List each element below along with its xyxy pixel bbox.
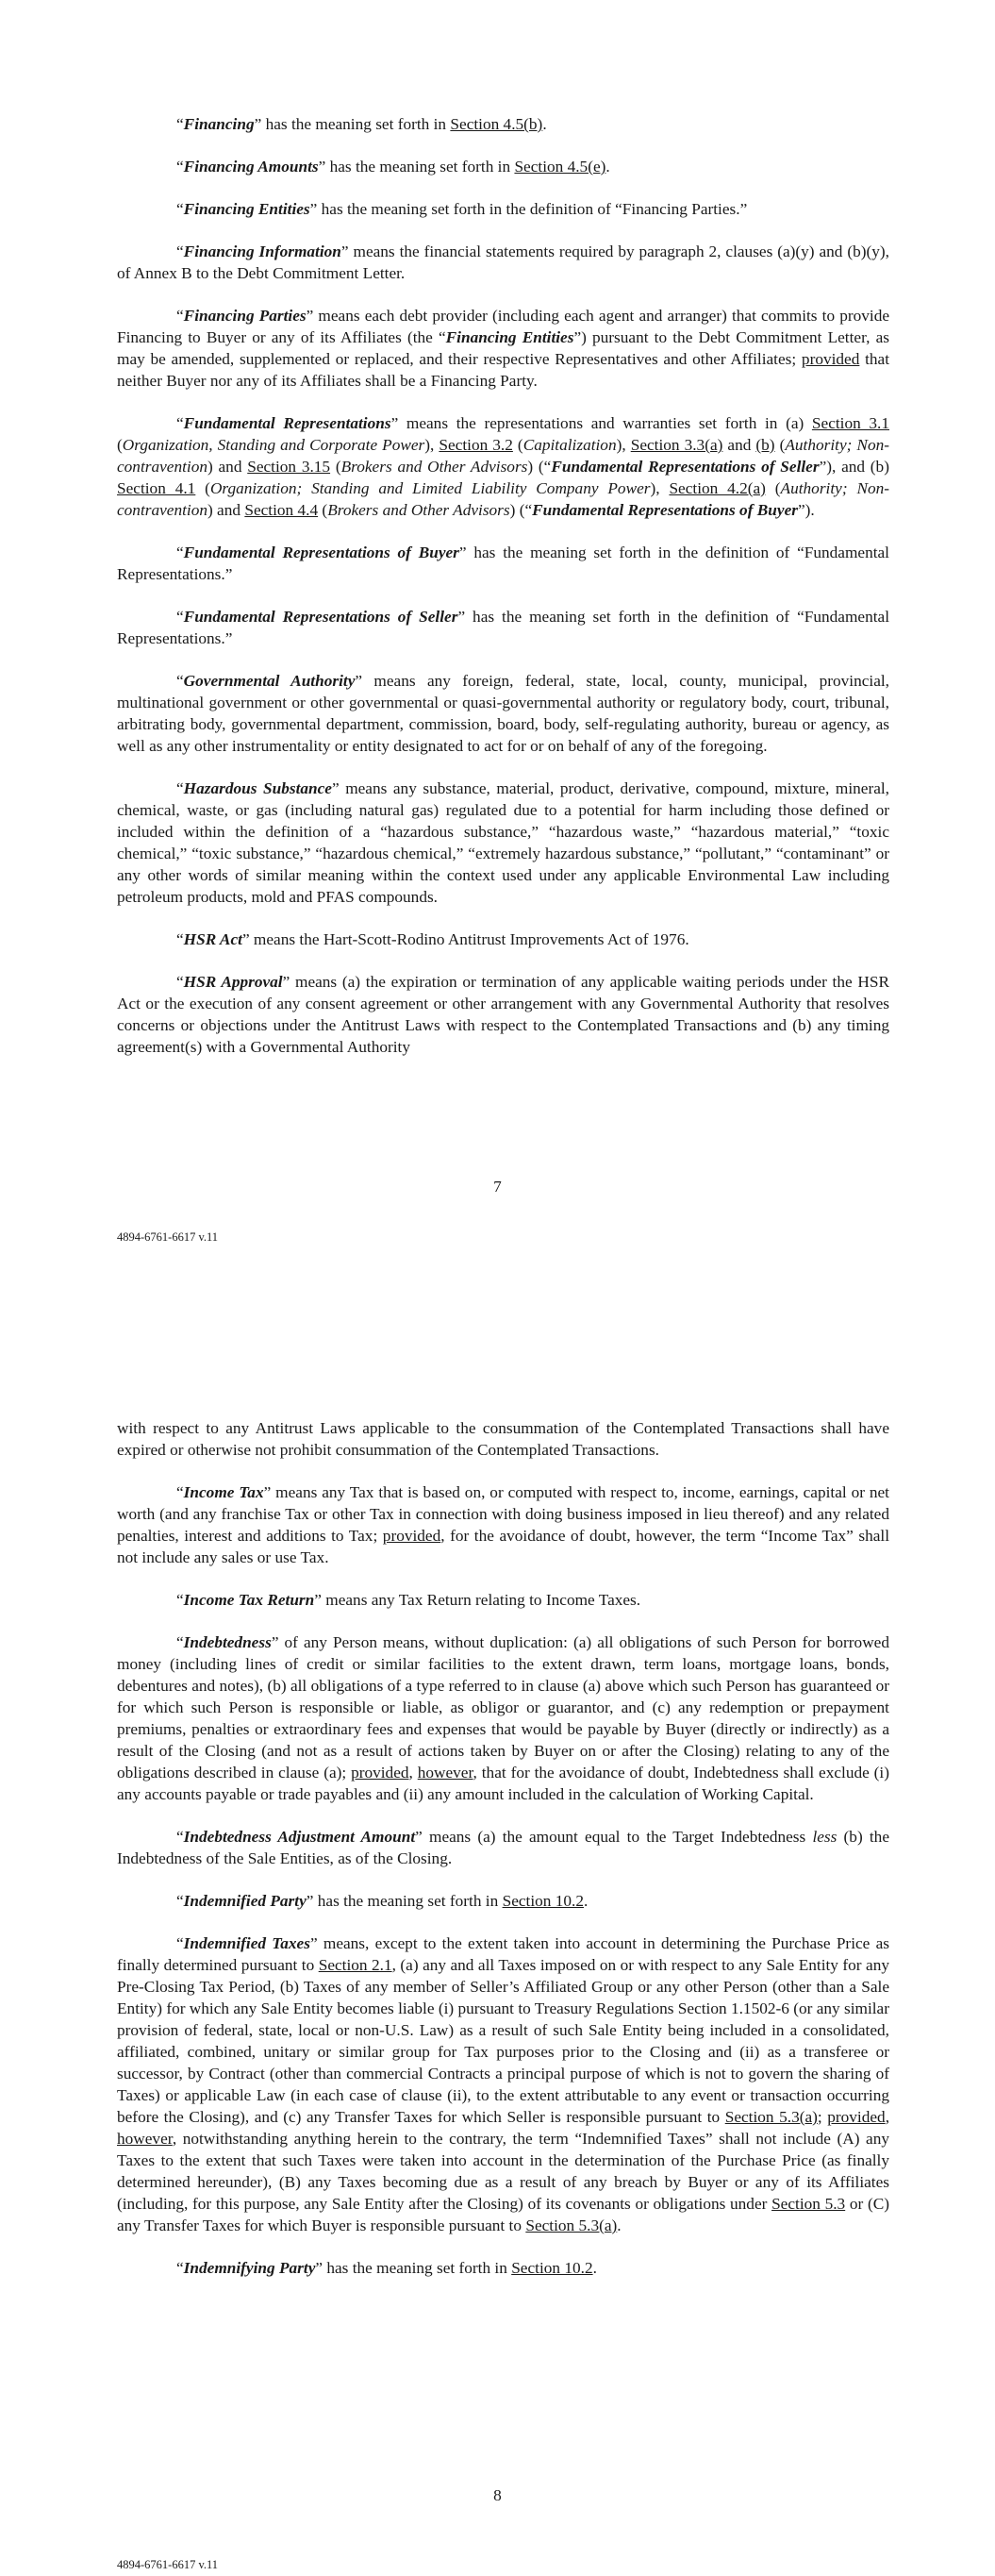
section-reference: Section 2.1 (318, 1956, 392, 1974)
section-reference: Section 3.1 (811, 414, 889, 432)
definition-income-tax-return: “Income Tax Return” means any Tax Return relating to Income Taxes. (176, 1591, 641, 1609)
definition-governmental-authority: “Governmental Authority” means any foreign, federal, state, local, county, municipal, provincial, multinational government or other governmental or quasi-governmental authority or regulatory body, court, tribunal, arbitrating body, governmental department, commission, board, body, self-regulating authority, bureau or agency, as well as any other instrumentality or entity designated to act for or on behalf of any of the foregoing. (117, 672, 890, 755)
defined-term: Financing (183, 115, 255, 133)
definition-hazardous-substance: “Hazardous Substance” means any substance, material, product, derivative, compound, mixture, mineral, chemical, waste, or gas (including natural gas) regulated due to a potential for harm including those defined or included within the definition of a “hazardous substance,” “hazardous waste,” “hazardous material,” “toxic chemical,” “toxic substance,” “hazardous chemical,” “extremely hazardous substance,” “pollutant,” “contaminant” or any other words of similar meaning within the context used under any applicable Environmental Law including petroleum products, mold and PFAS compounds. (117, 779, 889, 906)
proviso-reference: provided (827, 2108, 886, 2126)
definition-financing-information: “Financing Information” means the financial statements required by paragraph 2, clauses (a)(y) and (b)(y), of Annex B to the Debt Commitment Letter. (117, 243, 889, 282)
proviso-reference: provided (351, 1764, 409, 1781)
defined-term: Fundamental Representations of Seller (551, 458, 820, 476)
page-number: 7 (493, 1178, 502, 1196)
definition-financing: “Financing” has the meaning set forth in Section 4.5(b). (176, 115, 547, 133)
section-reference: Section 4.5(b) (450, 115, 543, 133)
defined-term: HSR Act (183, 930, 242, 948)
definition-fundamental-representations-buyer: “Fundamental Representations of Buyer” has the meaning set forth in the definition of “Fundamental Representations.” (117, 544, 889, 583)
definition-hsr-approval: “HSR Approval” means (a) the expiration or termination of any applicable waiting periods under the HSR Act or the execution of any consent agreement or other arrangement with any Governmental Authority that resolves concerns or objections under the Antitrust Laws with respect to the Contemplated Transactions and (b) any timing agreement(s) with a Governmental Authority (117, 973, 890, 1056)
defined-term: Indemnified Taxes (183, 1934, 310, 1952)
definition-indemnified-party: “Indemnified Party” has the meaning set forth in Section 10.2. (176, 1892, 589, 1910)
definition-indemnified-taxes: “Indemnified Taxes” means, except to the extent taken into account in determining the Purchase Price as finally determined pursuant to Section 2.1, (a) any and all Taxes imposed on or with respect to any Sale Entity for any Pre-Closing Tax Period, (b) Taxes of any member of Seller’s Affiliated Group or any other Person (other than a Sale Entity) for which any Sale Entity becomes liable (i) pursuant to Treasury Regulations Section 1.1502-6 (or any similar provision of federal, state, local or non-U.S. Law) as a result of such Sale Entity being included in a consolidated, affiliated, combined, unitary or similar group for Tax purposes prior to the Closing and (ii) as a transferee or successor, by Contract (other than commercial Contracts a principal purpose of which is not to govern the sharing of Taxes) or applicable Law (in each case of clause (ii), to the extent attributable to any event or transaction occurring before the Closing), and (c) any Transfer Taxes for which Seller is responsible pursuant to Section 5.3(a); provided, however, notwithstanding anything herein to the contrary, the term “Indemnified Taxes” shall not include (A) any Taxes to the extent that such Taxes were taken into account in the determination of the Purchase Price (as finally determined hereunder), (B) any Taxes becoming due as a result of any breach by Buyer or any of its Affiliates (including, for this purpose, any Sale Entity after the Closing) of its covenants or obligations under Section 5.3 or (C) any Transfer Taxes for which Buyer is responsible pursuant to Section 5.3(a). (117, 1934, 890, 2234)
proviso-reference: provided (801, 350, 860, 368)
section-reference: Section 5.3(a) (724, 2108, 818, 2126)
proviso-reference: provided (382, 1527, 441, 1545)
definition-indemnifying-party: “Indemnifying Party” has the meaning set forth in Section 10.2. (176, 2259, 597, 2277)
defined-term: Indemnifying Party (183, 2259, 316, 2277)
section-reference: Section 4.2(a) (669, 479, 766, 497)
section-reference: Section 5.3(a) (525, 2216, 618, 2234)
defined-term: Indebtedness Adjustment Amount (183, 1828, 416, 1846)
definition-financing-parties: “Financing Parties” means each debt provider (including each agent and arranger) that commits to provide Financing to Buyer or any of its Affiliates (the “Financing Entities”) pursuant to the Debt Commitment Letter, as may be amended, supplemented or replaced, and their respective Representatives and other Affiliates; provided that neither Buyer nor any of its Affiliates shall be a Financing Party. (117, 307, 890, 390)
defined-term: Financing Parties (183, 307, 307, 325)
definition-financing-amounts: “Financing Amounts” has the meaning set forth in Section 4.5(e). (176, 158, 610, 176)
defined-term: Financing Entities (183, 200, 310, 218)
page-number: 8 (493, 2486, 502, 2504)
defined-term: Indebtedness (183, 1633, 272, 1651)
section-reference: Section 4.5(e) (514, 158, 606, 176)
page-body (117, 113, 889, 1079)
section-reference: Section 5.3 (771, 2195, 846, 2213)
defined-term: Income Tax (183, 1483, 264, 1501)
section-reference: (b) (755, 436, 775, 454)
section-reference: Section 4.1 (117, 479, 196, 497)
defined-term: Fundamental Representations of Seller (183, 608, 458, 626)
definition-indebtedness-adjustment-amount: “Indebtedness Adjustment Amount” means (a) the amount equal to the Target Indebtedness less (b) the Indebtedness of the Sale Entities, as of the Closing. (117, 1828, 889, 1867)
definition-fundamental-representations: “Fundamental Representations” means the representations and warranties set forth in (a) Section 3.1 (Organization, Standing and Corporate Power), Section 3.2 (Capitalization), Section 3.3(a) and (b) (Authority; Non-contravention) and Section 3.15 (Brokers and Other Advisors) (“Fundamental Representations of Seller”), and (b) Section 4.1 (Organization; Standing and Limited Liability Company Power), Section 4.2(a) (Authority; Non-contravention) and Section 4.4 (Brokers and Other Advisors) (“Fundamental Representations of Buyer”). (117, 414, 890, 519)
definition-fundamental-representations-seller: “Fundamental Representations of Seller” has the meaning set forth in the definition of “Fundamental Representations.” (117, 608, 889, 647)
defined-term: Financing Information (183, 243, 341, 260)
continuation-paragraph: with respect to any Antitrust Laws applicable to the consummation of the Contemplated Transactions shall have expired or otherwise not prohibit consummation of the Contemplated Transactions. (117, 1419, 889, 1459)
section-reference: Section 10.2 (502, 1892, 584, 1910)
defined-term: Governmental Authority (183, 672, 356, 690)
page-body (117, 1417, 889, 2300)
defined-term: Financing Entities (445, 328, 574, 346)
document-id: 4894-6761-6617 v.11 (117, 1230, 219, 1244)
definition-financing-entities: “Financing Entities” has the meaning set forth in the definition of “Financing Parties.” (176, 200, 748, 218)
defined-term: Indemnified Party (183, 1892, 307, 1910)
definition-indebtedness: “Indebtedness” of any Person means, without duplication: (a) all obligations of such Person for borrowed money (including lines of credit or similar facilities to the extent drawn, term loans, mortgage loans, bonds, debentures and notes), (b) all obligations of a type referred to in clause (a) above which such Person has guaranteed or for which such Person is responsible or liable, as obligor or guarantor, and (c) any redemption or prepayment premiums, penalties or extraordinary fees and expenses that would be payable by Buyer (directly or indirectly) as a result of the Closing (and not as a result of actions taken by Buyer on or after the Closing) relating to any of the obligations described in clause (a); provided, however, that for the avoidance of doubt, Indebtedness shall exclude (i) any accounts payable or trade payables and (ii) any amount included in the calculation of Working Capital. (117, 1633, 889, 1803)
defined-term: Fundamental Representations (183, 414, 391, 432)
document-page-8 (0, 1312, 995, 2576)
section-reference: Section 3.2 (439, 436, 513, 454)
defined-term: Financing Amounts (183, 158, 319, 176)
defined-term: Income Tax Return (183, 1591, 315, 1609)
document-id: 4894-6761-6617 v.11 (117, 2558, 219, 2571)
defined-term: Hazardous Substance (183, 779, 332, 797)
section-reference: Section 3.3(a) (630, 436, 723, 454)
section-reference: Section 10.2 (511, 2259, 593, 2277)
proviso-reference: however (417, 1764, 473, 1781)
defined-term: Fundamental Representations of Buyer (183, 544, 459, 561)
definition-hsr-act: “HSR Act” means the Hart-Scott-Rodino Antitrust Improvements Act of 1976. (176, 930, 689, 948)
proviso-reference: however (117, 2130, 173, 2148)
section-reference: Section 3.15 (247, 458, 331, 476)
section-reference: Section 4.4 (244, 501, 319, 519)
defined-term: Fundamental Representations of Buyer (532, 501, 798, 519)
definition-income-tax: “Income Tax” means any Tax that is based on, or computed with respect to, income, earnings, capital or net worth (and any franchise Tax or other Tax in connection with doing business imposed in lieu thereof) and any related penalties, interest and additions to Tax; provided, for the avoidance of doubt, however, the term “Income Tax” shall not include any sales or use Tax. (117, 1483, 890, 1566)
defined-term: HSR Approval (183, 973, 283, 991)
